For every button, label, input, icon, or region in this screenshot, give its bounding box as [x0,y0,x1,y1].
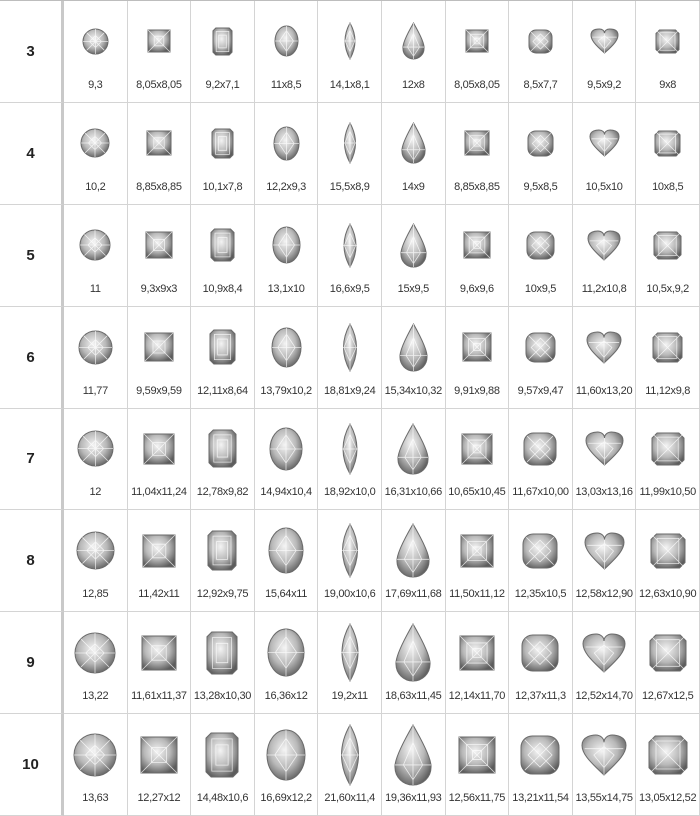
stone-cell [382,205,446,307]
stone-cell [64,409,128,511]
stone-size-label: 12,27x12 [137,792,181,804]
pear-stone-image [382,612,445,687]
emerald-stone-image [191,714,254,789]
asscher-stone-image [446,714,509,789]
stone-size-label: 13,22 [82,690,109,703]
stone-cell [255,205,319,307]
princess-stone-image [128,409,191,484]
marquise-stone-image [318,612,381,687]
stone-cell [509,1,573,103]
stone-cell [636,1,700,103]
stone-size-label: 13,63 [82,792,109,804]
stone-size-label: 10x8,5 [652,180,684,193]
stone-size-label: 10,9x8,4 [202,282,243,295]
stone-size-label: 11 [89,282,101,295]
oval-stone-image [255,510,318,585]
stone-cell [636,612,700,714]
stone-size-label: 14x9 [401,180,425,193]
stone-size-label: 16,6x9,5 [329,282,370,295]
row-label: 9 [0,612,64,714]
row-label: 8 [0,510,64,612]
stone-size-label: 11,42x11 [138,588,180,601]
round-stone-image [64,103,127,178]
stone-size-label: 10,5x10 [585,180,623,193]
princess-stone-image [128,103,191,178]
stone-cell [573,510,637,612]
stone-size-label: 9,6x9,6 [459,282,494,295]
stone-cell [255,1,319,103]
marquise-stone-image [318,510,381,585]
stone-cell [64,103,128,205]
stone-cell [255,510,319,612]
pear-stone-image [382,103,445,178]
stone-size-label: 11,60x13,20 [575,384,633,397]
marquise-stone-image [318,409,381,484]
cushion-stone-image [509,103,572,178]
stone-cell [318,205,382,307]
asscher-stone-image [446,510,509,585]
stone-cell [191,510,255,612]
emerald-stone-image [191,612,254,687]
stone-size-label: 10x9,5 [524,282,557,295]
stone-cell [318,307,382,409]
stone-cell [191,1,255,103]
oval-stone-image [255,612,318,687]
radiant-stone-image [636,714,699,789]
stone-size-label: 11,50x11,12 [449,588,505,601]
row-label: 4 [0,103,64,205]
stone-cell [191,103,255,205]
stone-cell [318,409,382,511]
stone-size-label: 11,12x9,8 [645,384,691,397]
row-label: 5 [0,205,64,307]
stone-size-label: 18,81x9,24 [323,384,376,397]
pear-stone-image [382,409,445,484]
stone-cell [191,307,255,409]
stone-size-label: 14,1x8,1 [329,78,370,91]
princess-stone-image [128,714,191,789]
marquise-stone-image [318,1,381,76]
round-stone-image [64,1,127,76]
stone-size-label: 8,85x8,85 [136,180,182,193]
stone-size-label: 21,60x11,4 [324,792,375,804]
stone-cell [636,714,700,816]
stone-size-label: 13,1x10 [267,282,305,295]
stone-size-label: 12,52x14,70 [575,690,633,703]
pear-stone-image [382,714,445,789]
round-stone-image [64,510,127,585]
stone-size-label: 12,11x8,64 [197,384,248,397]
stone-cell [573,307,637,409]
stone-size-label: 15,34x10,32 [384,384,442,397]
round-stone-image [64,612,127,687]
radiant-stone-image [636,510,699,585]
emerald-stone-image [191,103,254,178]
stone-cell [573,205,637,307]
row-label: 10 [0,714,64,816]
emerald-stone-image [191,510,254,585]
stone-size-label: 9,91x9,88 [454,384,500,397]
round-stone-image [64,205,127,280]
stone-size-label: 16,69x12,2 [260,792,312,804]
row-label: 6 [0,307,64,409]
stone-size-label: 8,85x8,85 [454,180,500,193]
stone-size-label: 9,3 [88,78,103,91]
stone-cell [318,1,382,103]
stone-cell [636,205,700,307]
stone-cell [64,307,128,409]
emerald-stone-image [191,205,254,280]
stone-cell [446,409,510,511]
stone-cell [446,510,510,612]
stone-size-label: 12,63x10,90 [639,588,697,601]
stone-size-label: 12,35x10,5 [514,588,567,601]
marquise-stone-image [318,205,381,280]
stone-cell [191,205,255,307]
stone-size-label: 19,36x11,93 [385,792,442,804]
pear-stone-image [382,205,445,280]
radiant-stone-image [636,409,699,484]
stone-size-label: 12,14x11,70 [448,690,506,703]
cushion-stone-image [509,205,572,280]
stone-size-label: 12,78x9,82 [196,486,249,499]
stone-cell [64,1,128,103]
princess-stone-image [128,205,191,280]
radiant-stone-image [636,205,699,280]
stone-cell [64,205,128,307]
stone-size-label: 10,65x10,45 [448,486,506,499]
oval-stone-image [255,1,318,76]
emerald-stone-image [191,1,254,76]
stone-size-label: 13,28x10,30 [193,690,252,703]
pear-stone-image [382,1,445,76]
stone-size-label: 9,59x9,59 [136,384,182,397]
stone-cell [446,1,510,103]
stone-size-label: 12,85 [82,588,109,601]
stone-size-label: 13,55x14,75 [575,792,633,804]
stone-cell [446,714,510,816]
marquise-stone-image [318,307,381,382]
heart-stone-image [573,1,636,76]
stone-cell [573,1,637,103]
stone-cell [382,714,446,816]
stone-size-label: 19,00x10,6 [323,588,376,601]
stone-cell [255,409,319,511]
stone-size-label: 12x8 [401,78,425,91]
stone-cell [636,510,700,612]
heart-stone-image [573,510,636,585]
stone-size-label: 10,1x7,8 [202,180,243,193]
radiant-stone-image [636,1,699,76]
stone-size-label: 10,5x,9,2 [646,282,689,295]
stone-size-label: 13,79x10,2 [260,384,312,397]
stone-cell [128,409,192,511]
stone-size-label: 12,92x9,75 [196,588,249,601]
asscher-stone-image [446,103,509,178]
stone-size-label: 12,37x11,3 [515,690,566,703]
stone-size-label: 15,5x8,9 [329,180,370,193]
stone-cell [128,714,192,816]
emerald-stone-image [191,409,254,484]
stone-size-label: 9,3x9x3 [140,282,178,295]
stone-cell [509,307,573,409]
princess-stone-image [128,1,191,76]
cushion-stone-image [509,1,572,76]
marquise-stone-image [318,714,381,789]
stone-size-label: 12 [89,486,102,499]
cushion-stone-image [509,714,572,789]
stone-cell [128,1,192,103]
stone-size-label: 18,92x10,0 [323,486,376,499]
asscher-stone-image [446,409,509,484]
stone-cell [573,409,637,511]
stone-size-label: 8,05x8,05 [136,78,182,91]
stone-cell [382,612,446,714]
stone-cell [509,103,573,205]
stone-size-label: 12,2x9,3 [266,180,306,193]
princess-stone-image [128,612,191,687]
cushion-stone-image [509,612,572,687]
stone-size-label: 15x9,5 [397,282,429,295]
asscher-stone-image [446,612,509,687]
heart-stone-image [573,307,636,382]
stone-cell [382,409,446,511]
stone-cell [318,103,382,205]
round-stone-image [64,307,127,382]
stone-cell [255,714,319,816]
oval-stone-image [255,714,318,789]
oval-stone-image [255,205,318,280]
stone-cell [128,103,192,205]
stone-cell [509,409,573,511]
stone-cell [128,205,192,307]
stone-cell [128,612,192,714]
heart-stone-image [573,612,636,687]
stone-cell [509,510,573,612]
stone-size-label: 11x8,5 [270,78,302,91]
stone-size-label: 11,04x11,24 [131,486,187,499]
stone-cell [382,307,446,409]
stone-cell [382,510,446,612]
stone-cell [636,307,700,409]
oval-stone-image [255,103,318,178]
asscher-stone-image [446,1,509,76]
pear-stone-image [382,307,445,382]
stone-size-label: 11,77 [82,384,108,397]
marquise-stone-image [318,103,381,178]
heart-stone-image [573,205,636,280]
round-stone-image [64,409,127,484]
pear-stone-image [382,510,445,585]
oval-stone-image [255,307,318,382]
stone-size-label: 14,48x10,6 [196,792,249,804]
stone-cell [509,714,573,816]
round-stone-image [64,714,127,789]
stone-cell [318,510,382,612]
heart-stone-image [573,714,636,789]
stone-cell [509,205,573,307]
stone-cell [446,103,510,205]
stone-cell [509,612,573,714]
heart-stone-image [573,409,636,484]
stone-size-label: 15,64x11 [265,588,308,601]
princess-stone-image [128,510,191,585]
stone-cell [382,103,446,205]
stone-cell [446,612,510,714]
row-label: 3 [0,1,64,103]
stone-cell [128,510,192,612]
stone-cell [255,103,319,205]
stone-cell [573,612,637,714]
stone-cell [446,307,510,409]
stone-cell [191,409,255,511]
stone-size-label: 12,67x12,5 [641,690,694,703]
cushion-stone-image [509,307,572,382]
stone-size-label: 12,58x12,90 [575,588,633,601]
cushion-stone-image [509,409,572,484]
stone-size-label: 19,2x11 [331,690,368,703]
stone-cell [446,205,510,307]
stone-size-label: 16,31x10,66 [384,486,442,499]
row-label: 7 [0,409,64,511]
stone-size-label: 9,5x8,5 [523,180,558,193]
stone-size-label: 16,36x12 [264,690,308,703]
stone-cell [636,103,700,205]
stone-cell [64,612,128,714]
stone-size-label: 9x8 [659,78,677,91]
stone-size-label: 14,94x10,4 [260,486,312,499]
radiant-stone-image [636,612,699,687]
princess-stone-image [128,307,191,382]
stone-size-label: 10,2 [85,180,106,193]
stone-size-label: 13,03x13,16 [575,486,633,499]
stone-size-label: 17,69x11,68 [385,588,442,601]
stone-cell [255,612,319,714]
stone-cell [128,307,192,409]
radiant-stone-image [636,307,699,382]
stone-cell [64,510,128,612]
stone-size-label: 13,21x11,54 [512,792,569,804]
stone-cell [382,1,446,103]
cushion-stone-image [509,510,572,585]
stone-cell [191,612,255,714]
stone-cell [318,612,382,714]
stone-size-label: 9,2x7,1 [205,78,240,91]
stone-cell [573,103,637,205]
stone-size-label: 11,2x10,8 [581,282,627,295]
stone-size-label: 18,63x11,45 [385,690,442,703]
stone-cell [573,714,637,816]
stone-size-label: 13,05x12,52 [639,792,697,804]
emerald-stone-image [191,307,254,382]
asscher-stone-image [446,205,509,280]
stone-cell [255,307,319,409]
oval-stone-image [255,409,318,484]
stone-size-label: 8,5x7,7 [523,78,558,91]
stone-cell [318,714,382,816]
stone-cell [191,714,255,816]
stone-size-label: 9,5x9,2 [587,78,622,91]
stone-size-label: 11,67x10,00 [512,486,569,499]
radiant-stone-image [636,103,699,178]
stone-size-label: 9,57x9,47 [517,384,564,397]
stone-cell [64,714,128,816]
stone-size-label: 11,99x10,50 [639,486,696,499]
heart-stone-image [573,103,636,178]
stone-cell [636,409,700,511]
asscher-stone-image [446,307,509,382]
stone-size-label: 8,05x8,05 [454,78,500,91]
stone-size-label: 12,56x11,75 [448,792,506,804]
stone-size-label: 11,61x11,37 [131,690,187,703]
